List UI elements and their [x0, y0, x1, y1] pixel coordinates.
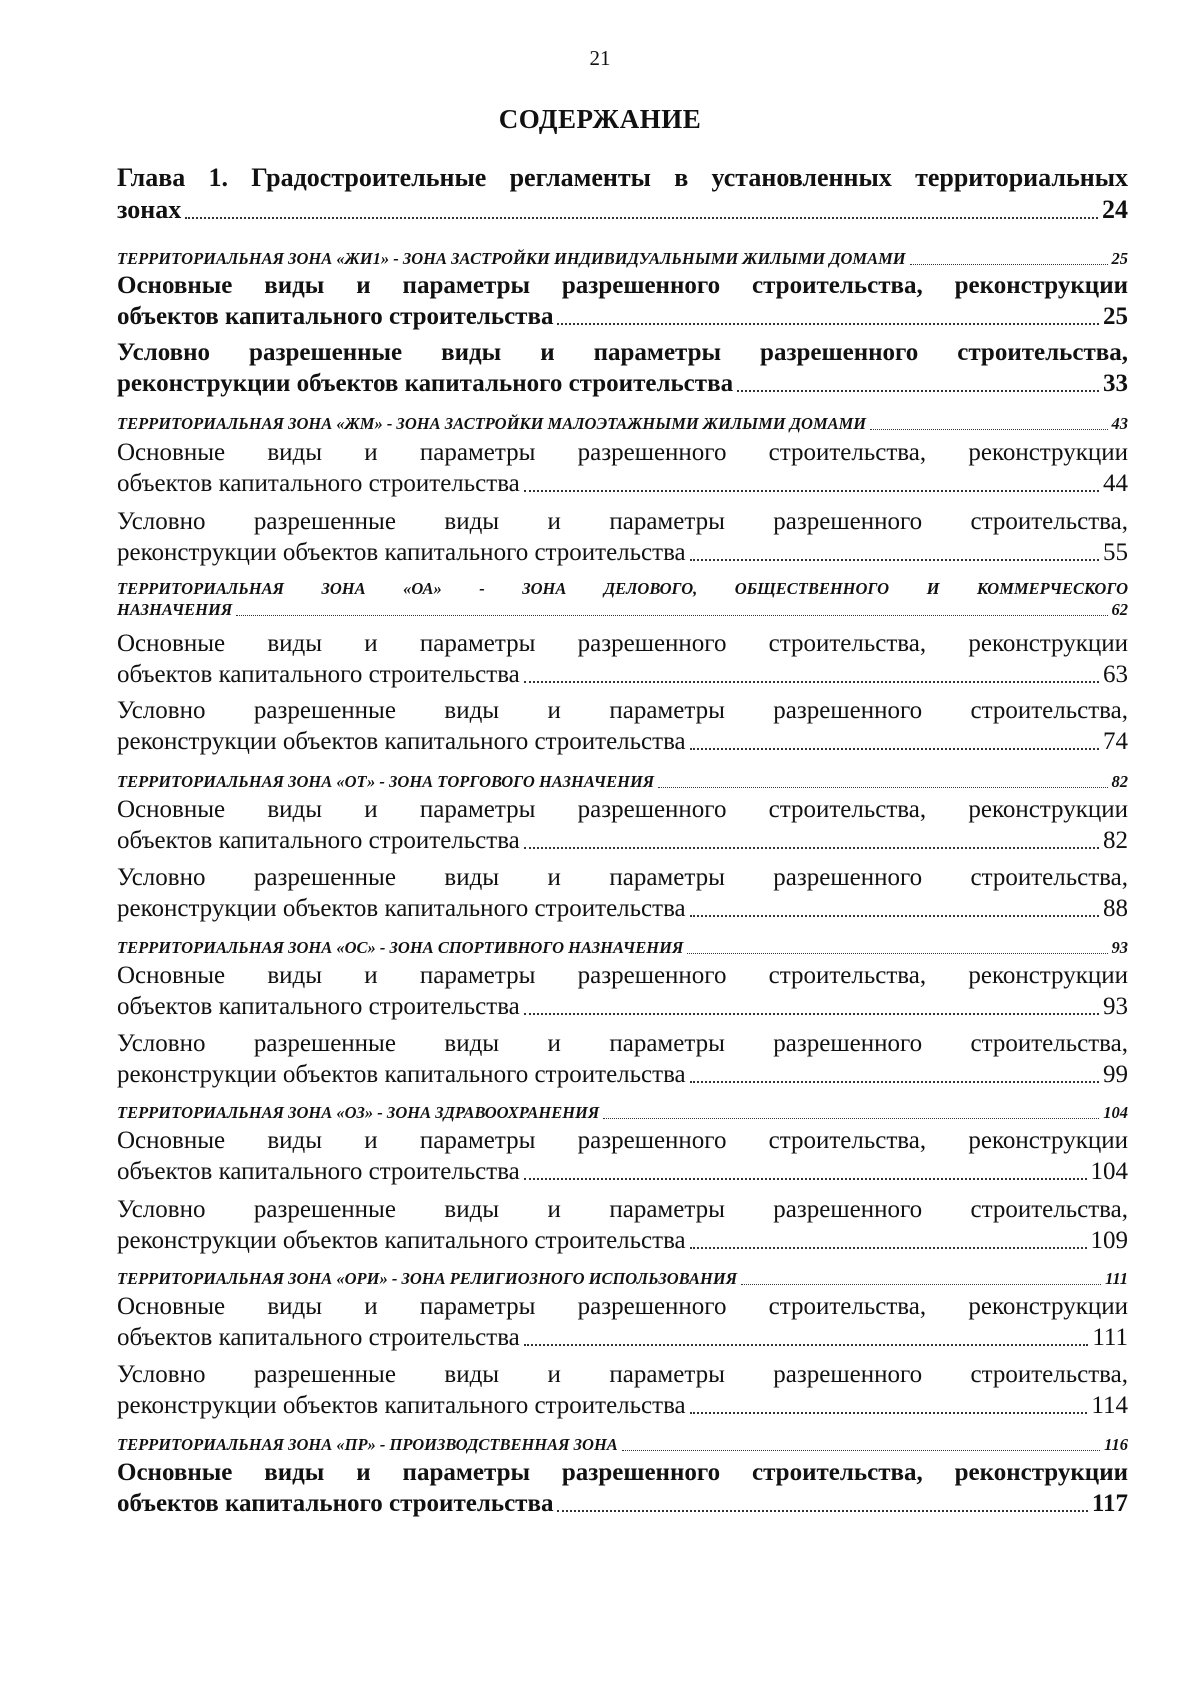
- toc-main-types-entry-line2: [117, 1156, 1128, 1187]
- zone-page: 25: [1111, 249, 1128, 268]
- dot-leader: [910, 264, 1108, 265]
- toc-main-types-entry[interactable]: [117, 437, 1128, 499]
- toc-conditional-types-entry[interactable]: [117, 1028, 1128, 1090]
- toc-main-types-entry-line1: Основные виды и параметры разрешенного строительства, реконструкции: [117, 630, 1128, 657]
- zone-page: 43: [1111, 414, 1128, 433]
- dot-leader: [236, 615, 1107, 616]
- toc-chapter-entry-line2: [117, 194, 1128, 226]
- toc-main-types-entry-line2-text: объектов капитального строительства: [117, 470, 520, 497]
- dot-leader: [185, 217, 1098, 219]
- dot-leader: [557, 1510, 1087, 1512]
- dot-leader: [870, 429, 1107, 430]
- toc-conditional-types-entry-page: 55: [1103, 539, 1128, 566]
- toc-main-types-entry-line2: [117, 659, 1128, 690]
- zone-title: ТЕРРИТОРИАЛЬНАЯ ЗОНА «ЖИ1» - ЗОНА ЗАСТРОЙКИ ИНДИВИДУАЛЬНЫМИ ЖИЛЫМИ ДОМАМИ: [117, 249, 906, 268]
- zone-page: 82: [1111, 772, 1128, 791]
- toc-zone-entry[interactable]: [117, 937, 1128, 958]
- toc-main-types-entry-line1: Основные виды и параметры разрешенного строительства, реконструкции: [117, 439, 1128, 466]
- toc-main-types-entry-line1: Основные виды и параметры разрешенного строительства, реконструкции: [117, 1127, 1128, 1154]
- zone-page: 62: [1111, 600, 1128, 619]
- dot-leader: [524, 1344, 1089, 1346]
- dot-leader: [737, 390, 1099, 392]
- toc-main-types-entry-line1: Основные виды и параметры разрешенного строительства, реконструкции: [117, 1293, 1128, 1320]
- zone-title-line1: ТЕРРИТОРИАЛЬНАЯ ЗОНА «ОА» - ЗОНА ДЕЛОВОГО, ОБЩЕСТВЕННОГО И КОММЕРЧЕСКОГО: [117, 579, 1128, 598]
- toc-main-types-entry-line1: Основные виды и параметры разрешенного строительства, реконструкции: [117, 796, 1128, 823]
- toc-main-types-entry-page: 63: [1103, 661, 1128, 688]
- toc-main-types-entry-line1: Основные виды и параметры разрешенного строительства, реконструкции: [117, 272, 1128, 299]
- toc-main-types-entry-line2-text: объектов капитального строительства: [117, 1158, 520, 1185]
- toc-chapter-entry-line1: Глава 1. Градостроительные регламенты в установленных территориальных: [117, 163, 1128, 192]
- toc-main-types-entry-page: 93: [1103, 993, 1128, 1020]
- dot-leader: [524, 1013, 1099, 1015]
- toc-chapter-entry-line2-text: зонах: [117, 195, 182, 224]
- toc-conditional-types-entry-line2-text: реконструкции объектов капитального строительства: [117, 539, 686, 566]
- toc-main-types-entry-line2: [117, 1488, 1128, 1519]
- toc-conditional-types-entry-line1: Условно разрешенные виды и параметры разрешенного строительства,: [117, 1361, 1128, 1388]
- toc-zone-entry[interactable]: [117, 1102, 1128, 1123]
- toc-zone-entry[interactable]: [117, 413, 1128, 434]
- toc-main-types-entry-line2-text: объектов капитального строительства: [117, 303, 554, 330]
- toc-main-types-entry-line2: [117, 825, 1128, 856]
- toc-conditional-types-entry[interactable]: [117, 862, 1128, 924]
- toc-main-types-entry-line2: [117, 991, 1128, 1022]
- toc-zone-entry[interactable]: [117, 1434, 1128, 1455]
- toc-conditional-types-entry-page: 99: [1103, 1061, 1128, 1088]
- dot-leader: [690, 748, 1099, 750]
- toc-conditional-types-entry[interactable]: [117, 1359, 1128, 1421]
- zone-title: ТЕРРИТОРИАЛЬНАЯ ЗОНА «ОТ» - ЗОНА ТОРГОВОГО НАЗНАЧЕНИЯ: [117, 772, 655, 791]
- toc-conditional-types-entry-line2: [117, 1225, 1128, 1256]
- toc-main-types-entry-line2: [117, 468, 1128, 499]
- toc-chapter-entry[interactable]: [117, 162, 1128, 226]
- zone-page: 93: [1111, 938, 1128, 957]
- toc-conditional-types-entry-line1: Условно разрешенные виды и параметры разрешенного строительства,: [117, 864, 1128, 891]
- toc-main-types-entry[interactable]: [117, 1125, 1128, 1187]
- toc-conditional-types-entry-page: 109: [1090, 1227, 1128, 1254]
- dot-leader: [658, 787, 1107, 788]
- toc-main-types-entry-line1: Основные виды и параметры разрешенного строительства, реконструкции: [117, 962, 1128, 989]
- toc-conditional-types-entry-line2-text: реконструкции объектов капитального строительства: [117, 1061, 686, 1088]
- toc-main-types-entry-page: 111: [1092, 1324, 1128, 1351]
- page-title: СОДЕРЖАНИЕ: [498, 104, 702, 134]
- toc-main-types-entry[interactable]: [117, 628, 1128, 690]
- toc-chapter-entry-page: 24: [1102, 195, 1128, 224]
- toc-conditional-types-entry[interactable]: [117, 337, 1128, 399]
- toc-conditional-types-entry-line2-text: реконструкции объектов капитального строительства: [117, 1227, 686, 1254]
- toc-main-types-entry-line2: [117, 1322, 1128, 1353]
- toc-main-types-entry-page: 82: [1103, 827, 1128, 854]
- dot-leader: [687, 953, 1107, 954]
- toc-main-types-entry[interactable]: [117, 1457, 1128, 1519]
- dot-leader: [690, 1412, 1088, 1414]
- toc-zone-entry[interactable]: [117, 771, 1128, 792]
- toc-conditional-types-entry-line2: [117, 726, 1128, 757]
- toc-conditional-types-entry-page: 114: [1091, 1392, 1128, 1419]
- zone-title: ТЕРРИТОРИАЛЬНАЯ ЗОНА «ПР» - ПРОИЗВОДСТВЕННАЯ ЗОНА: [117, 1435, 618, 1454]
- zone-page: 111: [1105, 1269, 1128, 1288]
- zone-title: ТЕРРИТОРИАЛЬНАЯ ЗОНА «ОС» - ЗОНА СПОРТИВНОГО НАЗНАЧЕНИЯ: [117, 938, 684, 957]
- toc-conditional-types-entry-line2-text: реконструкции объектов капитального строительства: [117, 370, 734, 397]
- toc-main-types-entry[interactable]: [117, 1291, 1128, 1353]
- toc-main-types-entry-line2: [117, 301, 1128, 332]
- zone-page: 104: [1103, 1103, 1128, 1122]
- toc-conditional-types-entry-page: 74: [1103, 728, 1128, 755]
- toc-conditional-types-entry-line2: [117, 368, 1128, 399]
- toc-main-types-entry-line2-text: объектов капитального строительства: [117, 993, 520, 1020]
- toc-conditional-types-entry-line1: Условно разрешенные виды и параметры разрешенного строительства,: [117, 1030, 1128, 1057]
- zone-title: ТЕРРИТОРИАЛЬНАЯ ЗОНА «ЖМ» - ЗОНА ЗАСТРОЙКИ МАЛОЭТАЖНЫМИ ЖИЛЫМИ ДОМАМИ: [117, 414, 867, 433]
- toc-main-types-entry-line1: Основные виды и параметры разрешенного строительства, реконструкции: [117, 1459, 1128, 1486]
- toc-conditional-types-entry-line2-text: реконструкции объектов капитального строительства: [117, 1392, 686, 1419]
- toc-conditional-types-entry-page: 88: [1103, 895, 1128, 922]
- toc-conditional-types-entry-line1: Условно разрешенные виды и параметры разрешенного строительства,: [117, 339, 1128, 366]
- dot-leader: [690, 915, 1099, 917]
- toc-main-types-entry[interactable]: [117, 270, 1128, 332]
- toc-main-types-entry[interactable]: [117, 960, 1128, 1022]
- toc-conditional-types-entry-line2: [117, 1059, 1128, 1090]
- toc-conditional-types-entry-line1: Условно разрешенные виды и параметры разрешенного строительства,: [117, 697, 1128, 724]
- toc-zone-entry[interactable]: [117, 248, 1128, 269]
- page-number: 21: [589, 46, 611, 70]
- toc-main-types-entry-page: 44: [1103, 470, 1128, 497]
- toc-main-types-entry-line2-text: объектов капитального строительства: [117, 1490, 554, 1517]
- zone-title-line2-text: НАЗНАЧЕНИЯ: [117, 600, 233, 619]
- dot-leader: [557, 323, 1099, 325]
- toc-conditional-types-entry-line1: Условно разрешенные виды и параметры разрешенного строительства,: [117, 508, 1128, 535]
- toc-main-types-entry[interactable]: [117, 794, 1128, 856]
- toc-conditional-types-entry-line2: [117, 1390, 1128, 1421]
- toc-main-types-entry-page: 25: [1103, 303, 1128, 330]
- toc-main-types-entry-page: 117: [1091, 1490, 1128, 1517]
- zone-title: ТЕРРИТОРИАЛЬНАЯ ЗОНА «ОРИ» - ЗОНА РЕЛИГИОЗНОГО ИСПОЛЬЗОВАНИЯ: [117, 1269, 738, 1288]
- dot-leader: [524, 847, 1099, 849]
- toc-conditional-types-entry[interactable]: [117, 1194, 1128, 1256]
- toc-conditional-types-entry-line2: [117, 537, 1128, 568]
- toc-conditional-types-entry-line2: [117, 893, 1128, 924]
- zone-title: ТЕРРИТОРИАЛЬНАЯ ЗОНА «ОЗ» - ЗОНА ЗДРАВООХРАНЕНИЯ: [117, 1103, 600, 1122]
- dot-leader: [690, 559, 1099, 561]
- toc-zone-entry[interactable]: [117, 1268, 1128, 1289]
- dot-leader: [622, 1450, 1100, 1451]
- toc-conditional-types-entry-page: 33: [1103, 370, 1128, 397]
- toc-main-types-entry-page: 104: [1090, 1158, 1128, 1185]
- dot-leader: [603, 1118, 1099, 1119]
- toc-conditional-types-entry[interactable]: [117, 506, 1128, 568]
- toc-conditional-types-entry-line1: Условно разрешенные виды и параметры разрешенного строительства,: [117, 1196, 1128, 1223]
- toc-zone-entry[interactable]: [117, 578, 1128, 620]
- dot-leader: [524, 490, 1099, 492]
- toc-conditional-types-entry-line2-text: реконструкции объектов капитального строительства: [117, 728, 686, 755]
- toc-main-types-entry-line2-text: объектов капитального строительства: [117, 1324, 520, 1351]
- dot-leader: [741, 1284, 1101, 1285]
- toc-main-types-entry-line2-text: объектов капитального строительства: [117, 827, 520, 854]
- zone-title-line2: [117, 599, 1128, 620]
- toc-conditional-types-entry-line2-text: реконструкции объектов капитального строительства: [117, 895, 686, 922]
- dot-leader: [690, 1247, 1087, 1249]
- dot-leader: [524, 1178, 1087, 1180]
- toc-main-types-entry-line2-text: объектов капитального строительства: [117, 661, 520, 688]
- dot-leader: [690, 1081, 1099, 1083]
- zone-page: 116: [1104, 1435, 1128, 1454]
- dot-leader: [524, 681, 1099, 683]
- toc-conditional-types-entry[interactable]: [117, 695, 1128, 757]
